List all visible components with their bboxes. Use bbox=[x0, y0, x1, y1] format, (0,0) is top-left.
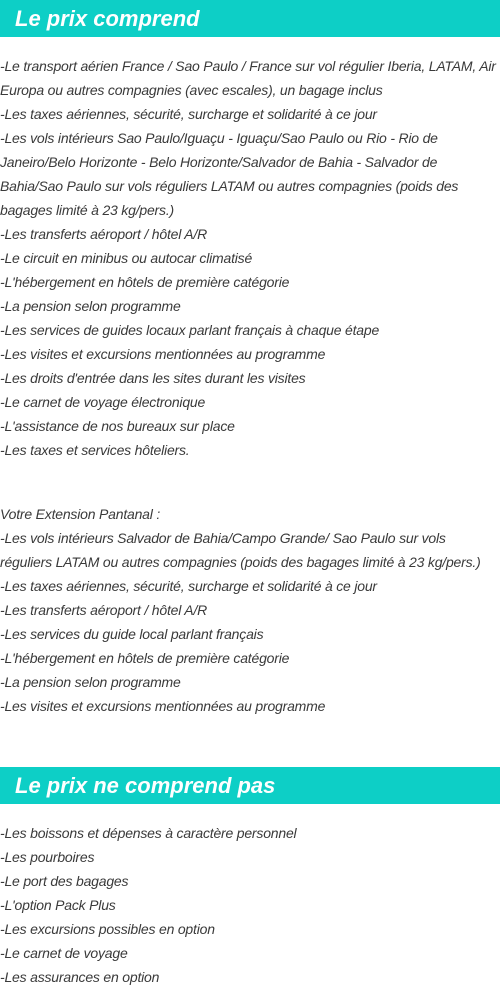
list-item: -Les excursions possibles en option bbox=[0, 921, 215, 937]
list-item: -Le circuit en minibus ou autocar climatisé bbox=[0, 250, 253, 266]
list-item: -Les taxes aériennes, sécurité, surcharge et solidarité à ce jour bbox=[0, 106, 377, 122]
list-item: -Les services de guides locaux parlant français à chaque étape bbox=[0, 322, 380, 338]
list-item: -La pension selon programme bbox=[0, 674, 181, 690]
list-item: -Les transferts aéroport / hôtel A/R bbox=[0, 226, 208, 242]
list-item: -Les boissons et dépenses à caractère personnel bbox=[0, 825, 297, 841]
list-item: -L'hébergement en hôtels de première catégorie bbox=[0, 274, 290, 290]
list-item: -Les services du guide local parlant français bbox=[0, 626, 264, 642]
extension-title: Votre Extension Pantanal : bbox=[0, 506, 161, 522]
list-item: -Les vols intérieurs Salvador de Bahia/Campo Grande/ Sao Paulo sur vols réguliers LATAM ou autres compagnies (poids des bagages limité à 23 kg/pers.) bbox=[0, 530, 481, 570]
included-list bbox=[0, 54, 500, 462]
excluded-list bbox=[0, 821, 500, 989]
list-item: -L'assistance de nos bureaux sur place bbox=[0, 418, 235, 434]
list-item: -Les visites et excursions mentionnées au programme bbox=[0, 698, 326, 714]
list-item: -L'option Pack Plus bbox=[0, 897, 116, 913]
list-item: -Les pourboires bbox=[0, 849, 95, 865]
list-item: -Les assurances en option bbox=[0, 969, 160, 985]
section-header-included: Le prix comprend bbox=[0, 0, 500, 37]
list-item: -Les taxes et services hôteliers. bbox=[0, 442, 190, 458]
list-item: -Le transport aérien France / Sao Paulo / France sur vol régulier Iberia, LATAM, Air Europa ou autres compagnies (avec escales), un bagage inclus bbox=[0, 58, 496, 98]
extension-list bbox=[0, 502, 500, 718]
list-item: -L'hébergement en hôtels de première catégorie bbox=[0, 650, 290, 666]
list-item: -Les taxes aériennes, sécurité, surcharge et solidarité à ce jour bbox=[0, 578, 377, 594]
list-item: -Le port des bagages bbox=[0, 873, 129, 889]
list-item: -Les vols intérieurs Sao Paulo/Iguaçu - Iguaçu/Sao Paulo ou Rio - Rio de Janeiro/Belo Horizonte - Belo Horizonte/Salvador de Bahia - Salvador de Bahia/Sao Paulo sur vols réguliers LATAM ou autres compagnies (poids des bagages limité à 23 kg/pers.) bbox=[0, 130, 459, 218]
list-item: -Le carnet de voyage bbox=[0, 945, 128, 961]
section-header-excluded: Le prix ne comprend pas bbox=[0, 767, 500, 804]
list-item: -Le carnet de voyage électronique bbox=[0, 394, 206, 410]
list-item: -Les transferts aéroport / hôtel A/R bbox=[0, 602, 208, 618]
list-item: -Les droits d'entrée dans les sites durant les visites bbox=[0, 370, 306, 386]
list-item: -La pension selon programme bbox=[0, 298, 181, 314]
list-item: -Les visites et excursions mentionnées au programme bbox=[0, 346, 326, 362]
